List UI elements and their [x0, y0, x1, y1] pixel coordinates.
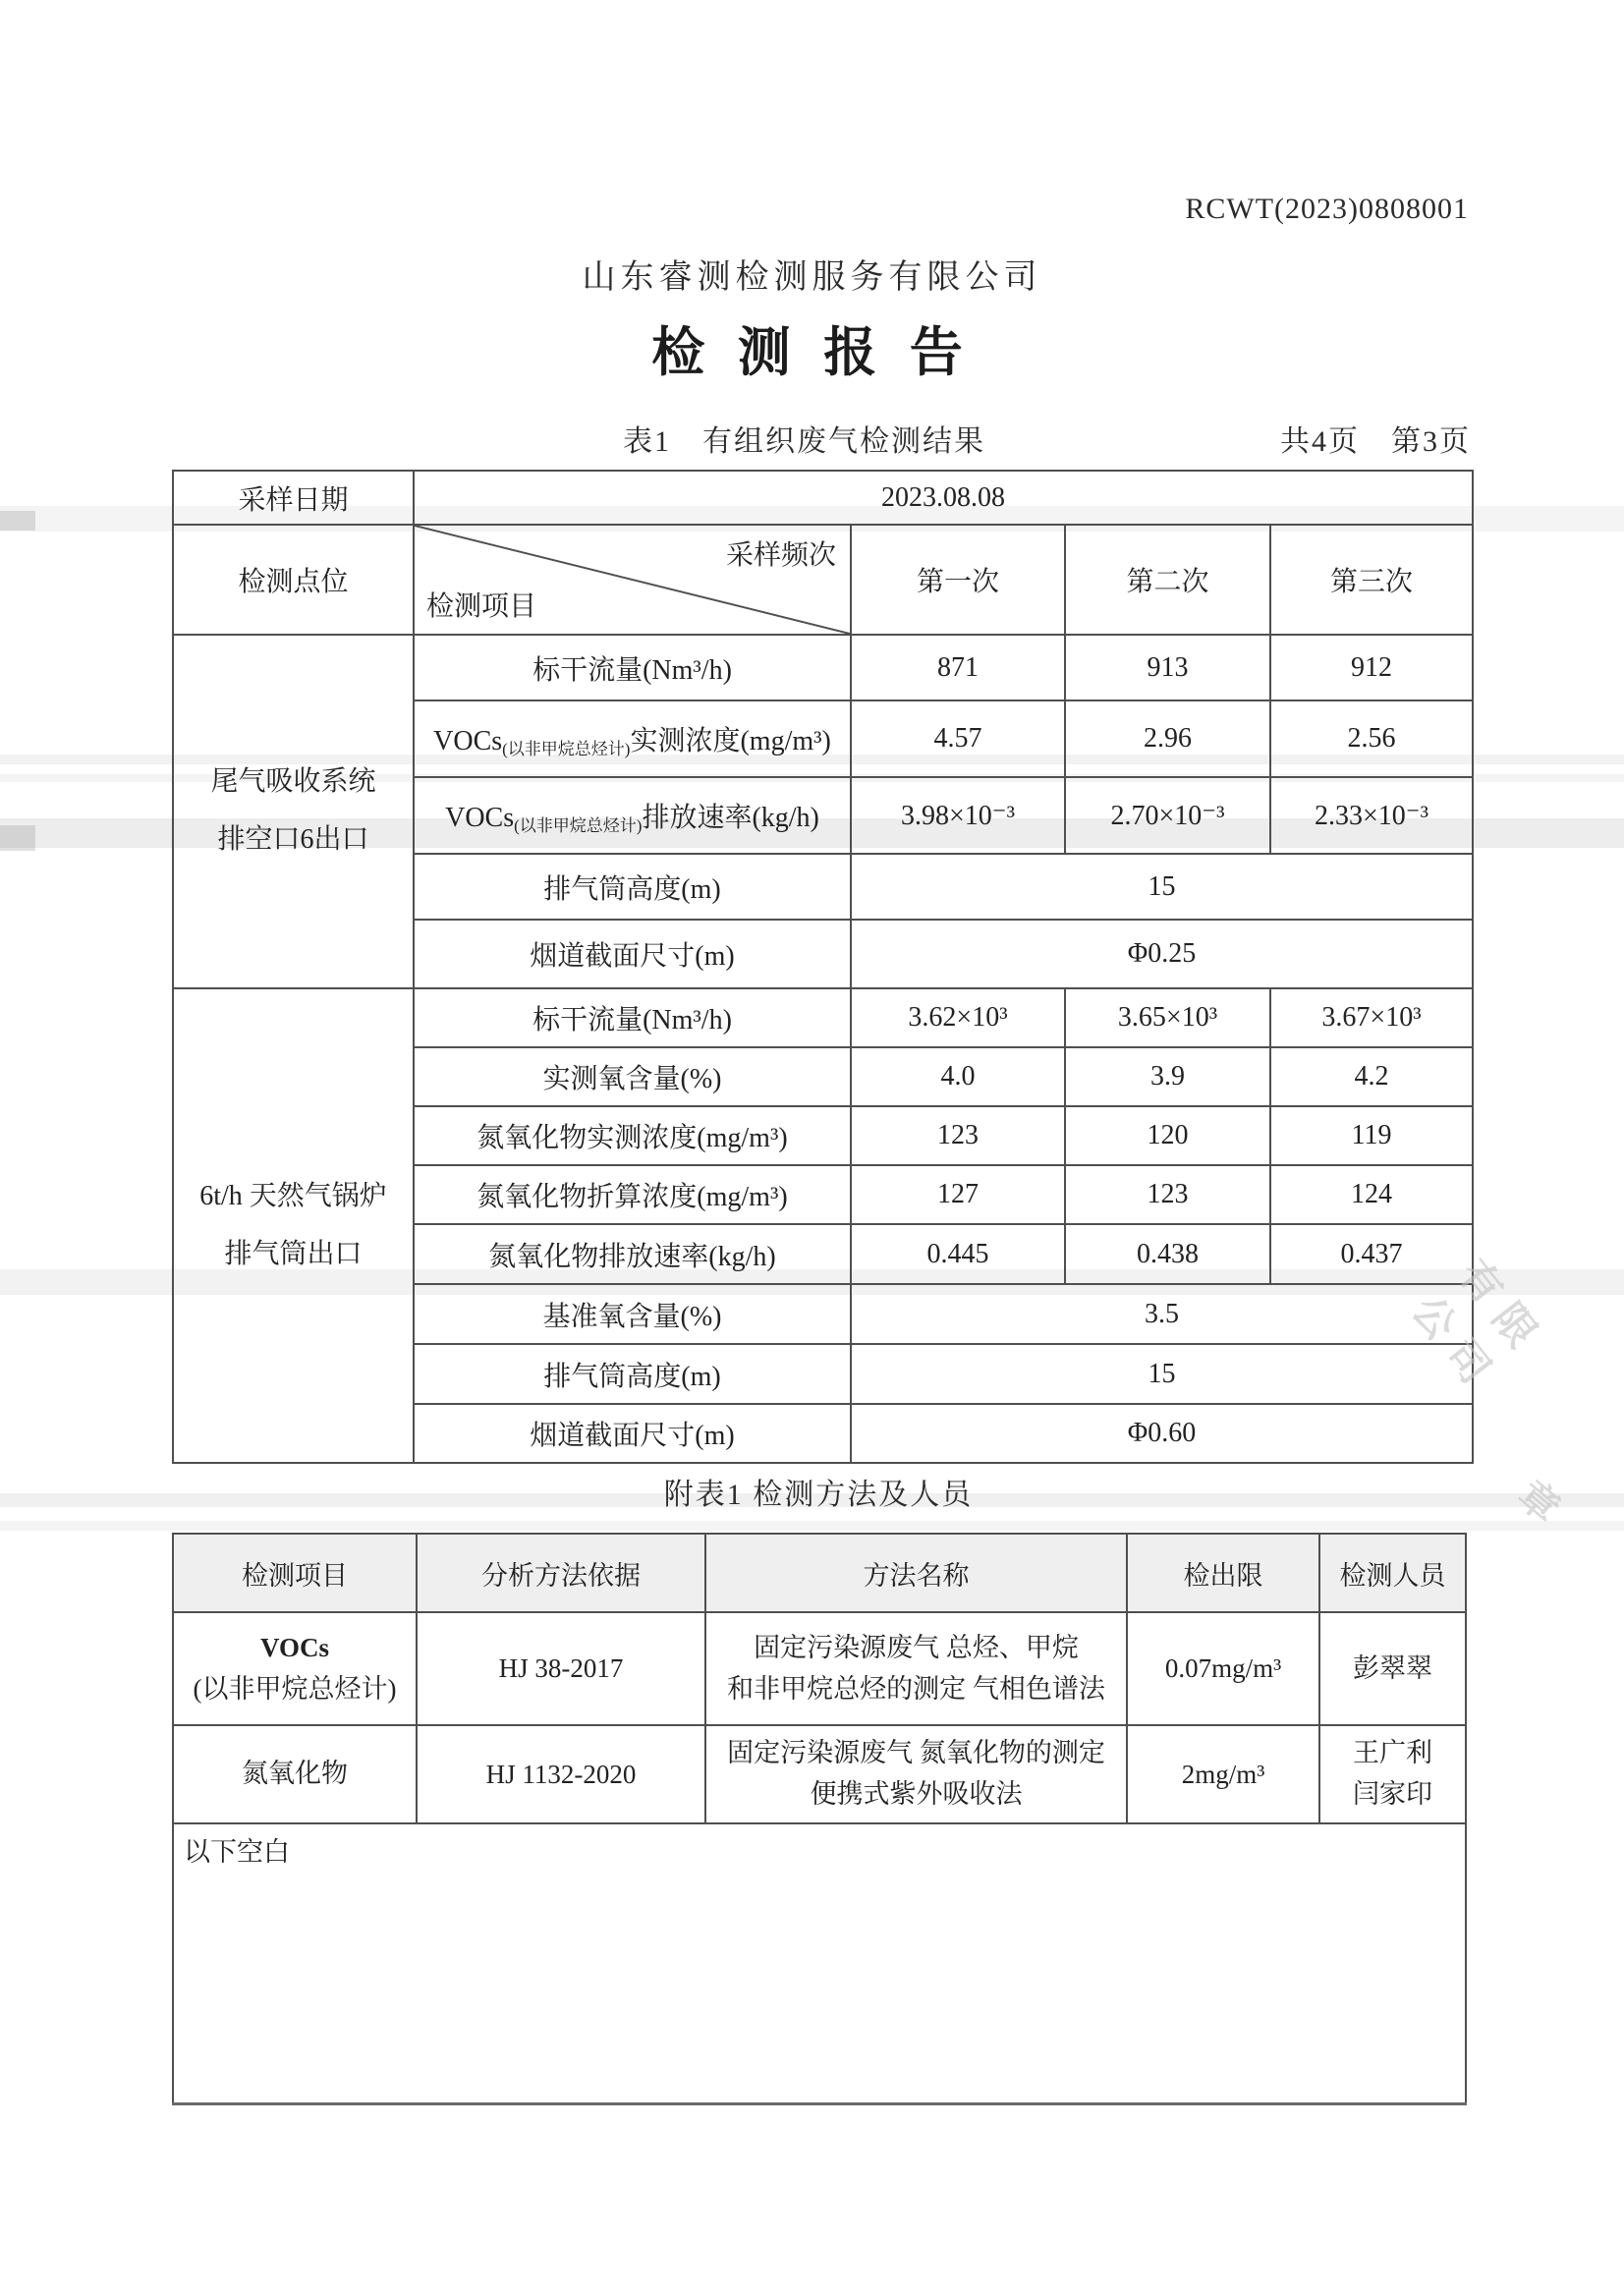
item-voc-conc-label: VOCs$_{(以非甲烷总烃计)}$实测浓度(mg/m³): [414, 700, 851, 777]
sampling-date-label: 采样日期: [173, 471, 414, 525]
methods-personnel-table: [172, 1533, 1467, 2105]
item-o2-label: 实测氧含量(%): [414, 1047, 851, 1106]
monitor-point-2: 6t/h 天然气锅炉 排气筒出口: [173, 988, 414, 1463]
scan-artifact-band: [0, 1521, 1624, 1531]
monitor-point-1: 尾气吸收系统 排空口6出口: [173, 635, 414, 988]
value-cell: 3.9: [1065, 1047, 1270, 1106]
page-info: 共4页 第3页: [1280, 425, 1471, 458]
table1-caption: 表1 有组织废气检测结果: [623, 425, 985, 458]
method-row-item: VOCs (以非甲烷总烃计): [173, 1612, 417, 1725]
method-row-name: 固定污染源废气 总烃、甲烷 和非甲烷总烃的测定 气相色谱法: [705, 1612, 1127, 1725]
value-cell: 3.67×10³: [1270, 988, 1473, 1047]
item-stack-height-label: 排气筒高度(m): [414, 1344, 851, 1404]
value-cell: 871: [851, 635, 1065, 700]
ghost-stamp-text: 章: [1509, 1472, 1568, 1532]
value-cell: 124: [1270, 1165, 1473, 1224]
item-flow-label: 标干流量(Nm³/h): [414, 988, 851, 1047]
value-cell: 0.438: [1065, 1224, 1270, 1284]
value-cell: 913: [1065, 635, 1270, 700]
item-duct-size-label: 烟道截面尺寸(m): [414, 1404, 851, 1463]
value-cell: 120: [1065, 1106, 1270, 1165]
merged-value-cell: Φ0.25: [851, 920, 1473, 988]
value-cell: 4.2: [1270, 1047, 1473, 1106]
value-cell: 0.437: [1270, 1224, 1473, 1284]
below-blank-cell: 以下空白: [173, 1823, 1466, 2103]
method-row-item: 氮氧化物: [173, 1725, 417, 1823]
table2-caption: 附表1 检测方法及人员: [663, 1479, 974, 1511]
ghost-stamp-text: 有限公司: [1402, 1252, 1553, 1404]
test-item-label: 检测项目: [426, 591, 537, 622]
item-ref-o2-label: 基准氧含量(%): [414, 1284, 851, 1344]
emission-results-table: [172, 470, 1474, 1464]
item-stack-height-label: 排气筒高度(m): [414, 854, 851, 920]
diagonal-header-cell: [414, 525, 851, 635]
item-voc-rate-label: VOCs$_{(以非甲烷总烃计)}$排放速率(kg/h): [414, 777, 851, 854]
method-row-personnel: 王广利 闫家印: [1319, 1725, 1466, 1823]
method-row-basis: HJ 1132-2020: [417, 1725, 705, 1823]
report-title: 检 测 报 告: [651, 323, 973, 382]
value-cell: 4.0: [851, 1047, 1065, 1106]
freq-header-3: 第三次: [1270, 525, 1473, 635]
value-cell: 123: [851, 1106, 1065, 1165]
item-nox-rate-label: 氮氧化物排放速率(kg/h): [414, 1224, 851, 1284]
value-cell: 3.65×10³: [1065, 988, 1270, 1047]
value-cell: 2.70×10⁻³: [1065, 777, 1270, 854]
col-header-limit: 检出限: [1127, 1534, 1319, 1612]
value-cell: 912: [1270, 635, 1473, 700]
value-cell: 123: [1065, 1165, 1270, 1224]
item-nox-converted-label: 氮氧化物折算浓度(mg/m³): [414, 1165, 851, 1224]
value-cell: 2.33×10⁻³: [1270, 777, 1473, 854]
company-name: 山东睿测检测服务有限公司: [582, 259, 1042, 296]
report-number: RCWT(2023)0808001: [1185, 193, 1469, 225]
merged-value-cell: Φ0.60: [851, 1404, 1473, 1463]
value-cell: 2.96: [1065, 700, 1270, 777]
item-flow-label: 标干流量(Nm³/h): [414, 635, 851, 700]
freq-header-1: 第一次: [851, 525, 1065, 635]
merged-value-cell: 15: [851, 1344, 1473, 1404]
scan-artifact-smudge: [0, 511, 35, 531]
sampling-frequency-label: 采样频次: [725, 540, 836, 571]
freq-header-2: 第二次: [1065, 525, 1270, 635]
method-row-name: 固定污染源废气 氮氧化物的测定 便携式紫外吸收法: [705, 1725, 1127, 1823]
method-row-basis: HJ 38-2017: [417, 1612, 705, 1725]
value-cell: 3.62×10³: [851, 988, 1065, 1047]
col-header-personnel: 检测人员: [1319, 1534, 1466, 1612]
item-duct-size-label: 烟道截面尺寸(m): [414, 920, 851, 988]
monitor-point-label: 检测点位: [173, 525, 414, 635]
item-nox-measured-label: 氮氧化物实测浓度(mg/m³): [414, 1106, 851, 1165]
value-cell: 3.98×10⁻³: [851, 777, 1065, 854]
col-header-basis: 分析方法依据: [417, 1534, 705, 1612]
merged-value-cell: 15: [851, 854, 1473, 920]
col-header-method: 方法名称: [705, 1534, 1127, 1612]
value-cell: 4.57: [851, 700, 1065, 777]
value-cell: 127: [851, 1165, 1065, 1224]
method-row-limit: 0.07mg/m³: [1127, 1612, 1319, 1725]
method-row-personnel: 彭翠翠: [1319, 1612, 1466, 1725]
sampling-date-value: 2023.08.08: [414, 471, 1473, 525]
value-cell: 2.56: [1270, 700, 1473, 777]
method-row-limit: 2mg/m³: [1127, 1725, 1319, 1823]
value-cell: 0.445: [851, 1224, 1065, 1284]
scan-artifact-smudge: [0, 825, 35, 851]
col-header-item: 检测项目: [173, 1534, 417, 1612]
value-cell: 119: [1270, 1106, 1473, 1165]
merged-value-cell: 3.5: [851, 1284, 1473, 1344]
